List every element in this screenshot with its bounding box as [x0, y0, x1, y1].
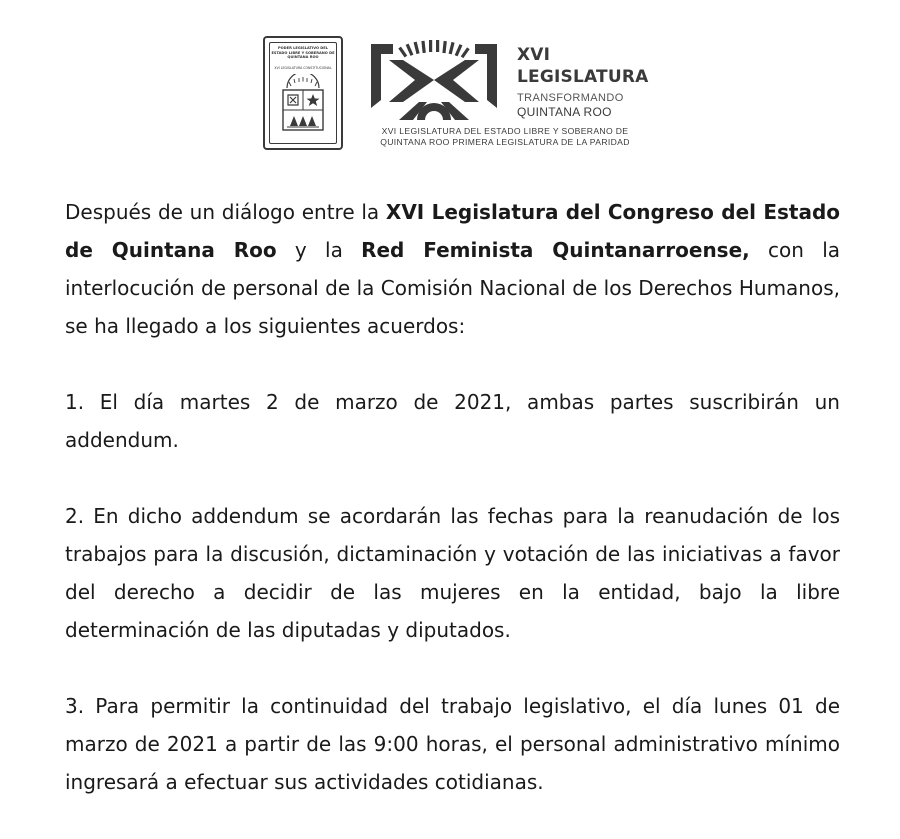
xvi-legislatura-emblem-icon [367, 40, 501, 122]
agreement-3: 3. Para permitir la continuidad del trabajo legislativo, el día lunes 01 de marzo de 2021 a partir de las 9:00 horas, el personal administrativo mínimo ingresará a efectuar sus actividades cotidianas. [65, 694, 840, 794]
legislatura-word: LEGISLATURA [517, 67, 649, 87]
state-seal-logo [263, 36, 343, 150]
intro-bold-congress: XVI Legislatura del Congreso del Estado de Quintana Roo [65, 200, 841, 262]
agreement-1: 1. El día martes 2 de marzo de 2021, ambas partes suscribirán un addendum. [65, 390, 840, 452]
legislatura-caption: XVI LEGISLATURA DEL ESTADO LIBRE Y SOBERANO DE QUINTANA ROO PRIMERA LEGISLATURA DE LA PARIDAD [380, 126, 630, 147]
tagline-quintana-roo: QUINTANA ROO [517, 105, 612, 119]
tagline-transformando: TRANSFORMANDO [517, 92, 624, 104]
intro-text-1: Después de un diálogo entre la [65, 200, 386, 224]
legislatura-number: XVI [517, 45, 551, 65]
intro-text-2: y la [276, 238, 362, 262]
statement-body [65, 193, 840, 839]
intro-text-3: con la interlocución de personal de la Comisión Nacional de los Derechos Humanos, se ha llegado a los siguientes acuerdos: [65, 238, 841, 338]
coat-of-arms-icon [277, 74, 329, 140]
document-header [263, 36, 649, 152]
legislatura-title [517, 44, 649, 88]
agreement-2: 2. En dicho addendum se acordarán las fechas para la reanudación de los trabajos para la discusión, dictaminación y votación de las iniciativas a favor del derecho a decidir de las mujeres en la entidad, bajo la libre determinación de las diputadas y diputados. [65, 504, 840, 642]
seal-subheading: XVI LEGISLATURA CONSTITUCIONAL [274, 66, 332, 70]
intro-paragraph [65, 193, 840, 345]
seal-heading: PODER LEGISLATIVO DEL ESTADO LIBRE Y SOBERANO DE QUINTANA ROO [271, 46, 335, 60]
intro-bold-red-feminista: Red Feminista Quintanarroense, [361, 238, 750, 262]
